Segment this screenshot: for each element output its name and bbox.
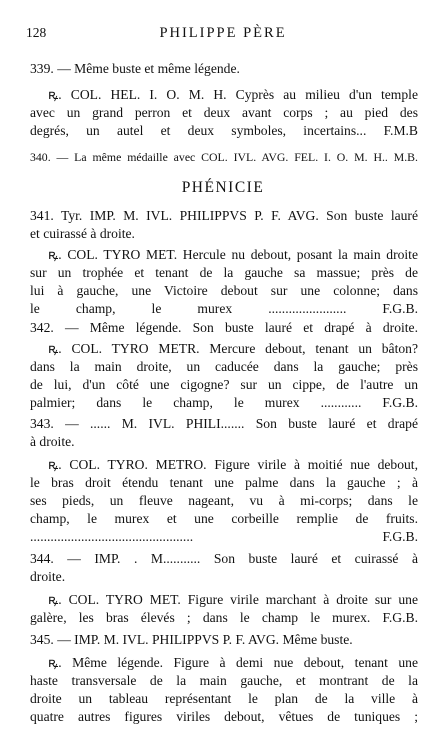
section-title: PHÉNICIE <box>181 179 265 196</box>
text-line: 342. — Même légende. Son buste lauré et drapé à droite. <box>30 320 418 335</box>
text-line: le bras droit étendu tenant une palme dans la gauche ; à <box>30 475 418 490</box>
text-line: ................................................ F.G.B. <box>30 529 418 544</box>
text-line: 343. — ...... M. IVL. PHILI....... Son buste lauré et drapé <box>30 416 418 431</box>
text-line: 345. — IMP. M. IVL. PHILIPPVS P. F. AVG. Même buste. <box>30 632 353 647</box>
text-line: ꝶ. Même légende. Figure à demi nue debout, tenant une <box>48 655 418 670</box>
text-line: champ, le murex et une corbeille remplie de fruits. <box>30 511 418 526</box>
text-line: galère, les bras élevés ; dans le champ le murex. F.G.B. <box>30 610 418 625</box>
page-header <box>26 24 420 44</box>
text-line: 340. — La même médaille avec COL. IVL. AVG. FEL. I. O. M. H.. M.B. <box>30 150 418 164</box>
text-line: ses pieds, un fleuve nageant, vu à mi-corps; dans le <box>30 493 418 508</box>
text-line: le champ, le murex ....................... F.G.B. <box>30 301 418 316</box>
text-line: dans la main droite, un caducée dans la gauche; près <box>30 359 418 374</box>
text-line: de lui, d'un côté une cigogne? sur un cippe, de l'autre un <box>30 377 418 392</box>
text-line: palmier; dans le champ, le murex ............ F.G.B. <box>30 395 418 410</box>
text-line: droite. <box>30 569 66 584</box>
text-line: lui à gauche, une Victoire debout sur une colonne; dans <box>30 283 418 298</box>
text-line: ꝶ. COL. TYRO. METRO. Figure virile à moitié nue debout, <box>48 457 418 472</box>
text-line: ꝶ. COL. TYRO METR. Mercure debout, tenant un bâton? <box>48 341 418 356</box>
text-line: quatre autres figures viriles debout, vêtues de tuniques ; <box>30 709 418 724</box>
text-line: et cuirassé à droite. <box>30 226 135 241</box>
text-line: ꝶ. COL. TYRO MET. Figure virile marchant à droite sur une <box>48 592 418 607</box>
text-line: ꝶ. COL. HEL. I. O. M. H. Cyprès au milieu d'un temple <box>48 87 418 102</box>
text-line: avec un grand perron et deux avant corps ; au pied des <box>30 105 418 120</box>
running-title: PHILIPPE PÈRE <box>159 25 287 41</box>
page-number: 128 <box>26 25 47 40</box>
text-line: ꝶ. COL. TYRO MET. Hercule nu debout, posant la main droite <box>48 247 418 262</box>
text-line: 341. Tyr. IMP. M. IVL. PHILIPPVS P. F. AVG. Son buste lauré <box>30 208 418 223</box>
text-line: degrés, un autel et deux symboles, incertains... F.M.B <box>30 123 418 138</box>
text-line: 339. — Même buste et même légende. <box>30 61 240 76</box>
text-line: droite un tableau représentant le plan de la ville à <box>30 691 418 706</box>
text-line: à droite. <box>30 434 75 449</box>
text-line: 344. — IMP. . M........... Son buste lauré et cuirassé à <box>30 551 418 566</box>
text-line: haste transversale de la main gauche, et montrant de la <box>30 673 418 688</box>
text-line: sur un trophée et tenant de la gauche sa massue; près de <box>30 265 418 280</box>
